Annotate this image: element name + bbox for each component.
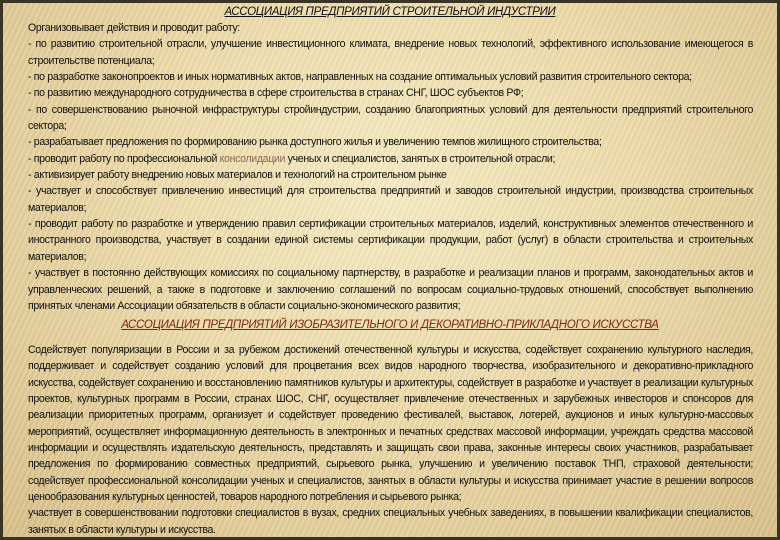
- list-item: - проводит работу по разработке и утверждению правил сертификации строительных материалов, изделий, конструктивных элементов отечественного и иностранного производства, участвует в создании единой системы сертификации продукции, работ (услуг) в области строительства и строительных материалов;: [28, 218, 753, 263]
- list-item: [28, 151, 753, 167]
- paragraph: участвует в совершенствовании подготовки специалистов в вузах, средних специальных учебных заведениях, в повышении квалификации специалистов, занятых в области культуры и искусства.: [28, 507, 753, 536]
- list-item: - по совершенствованию рыночной инфраструктуры стройиндустрии, созданию благоприятных условий для деятельности предприятий строительного сектора;: [28, 103, 753, 133]
- list-item: - участвует в постоянно действующих комиссиях по социальному партнерству, в разработке и реализации планов и программ, законодательных актов и управленческих решений, а также в подготовке и заключению соглашений по вопросам социально-трудовых отношений, способствует выполнению принятых членами Ассоциации обязательств в области социально-экономического развития;: [28, 267, 753, 312]
- section-body-construction: [28, 20, 753, 314]
- list-item: - по развитию международного сотрудничества в сфере строительства в странах СНГ, ШОС субъектов РФ;: [28, 87, 524, 100]
- list-item: - участвует и способствует привлечению инвестиций для строительства предприятий и заводов строительной индустрии, производства строительных материалов;: [28, 185, 753, 214]
- section-title-construction: АССОЦИАЦИЯ ПРЕДПРИЯТИЙ СТРОИТЕЛЬНОЙ ИНДУСТРИИ: [224, 6, 556, 18]
- list-item: - по развитию строительной отрасли, улучшение инвестиционного климата, внедрение новых технологий, эффективного использование имеющегося в строительстве потенциала;: [28, 38, 753, 67]
- list-item-text: - проводит работу по профессиональной: [28, 152, 220, 165]
- intro-text: Организовывает действия и проводит работу:: [28, 22, 240, 34]
- section-body-arts: [28, 342, 753, 538]
- section-title-arts: АССОЦИАЦИЯ ПРЕДПРИЯТИЙ ИЗОБРАЗИТЕЛЬНОГО И ДЕКОРАТИВНО-ПРИКЛАДНОГО ИСКУССТВА: [121, 319, 659, 331]
- list-item: - по разработке законопроектов и иных нормативных актов, направленных на создание оптимальных условий развития строительного сектора;: [28, 71, 692, 84]
- consolidation-link[interactable]: консолидации: [219, 152, 286, 165]
- list-item: - разрабатывает предложения по формированию рынка доступного жилья и увеличению темпов жилищного строительства;: [28, 136, 602, 149]
- list-item: - активизирует работу внедрению новых материалов и технологий на строительном рынке: [28, 169, 447, 182]
- list-item-text: ученых и специалистов, занятых в строительной отрасли;: [285, 152, 556, 165]
- paragraph: Содействует популяризации в России и за рубежом достижений отечественной культуры и искусства, содействует сохранению культурного наследия, поддерживает и содействует созданию условий для процветания всех видов народного творчества, изобразительного и декоративно-прикладного искусства, содействует сохранению и восстановлению памятников культуры и архитектуры, содействует в разработке и участвует в реализации культурных проектов, культурных программ в России, странах ШОС, СНГ, осуществляет привлечение отечественных и зарубежных инвесторов и спонсоров для реализации приоритетных программ, организует и содействует проведению фестивалей, выставок, лотерей, аукционов и иных культурно-массовых мероприятий, осуществляет информационную деятельность в электронных и печатных средствах массовой информации, учреждать средства массовой информации и осуществлять издательскую деятельность, представлять и защищать свои права, законные интересы своих участников, разрабатывает предложения по формированию совместных предприятий, сырьевого рынка, улучшению и увеличению поставок ТНП, страховой деятельности; содействует профессиональной консолидации ученых и специалистов, занятых в области культуры и искусства принимает участие в решении вопросов ценообразования культурных ценностей, товаров народного потребления и сырьевого рынка;: [28, 344, 753, 504]
